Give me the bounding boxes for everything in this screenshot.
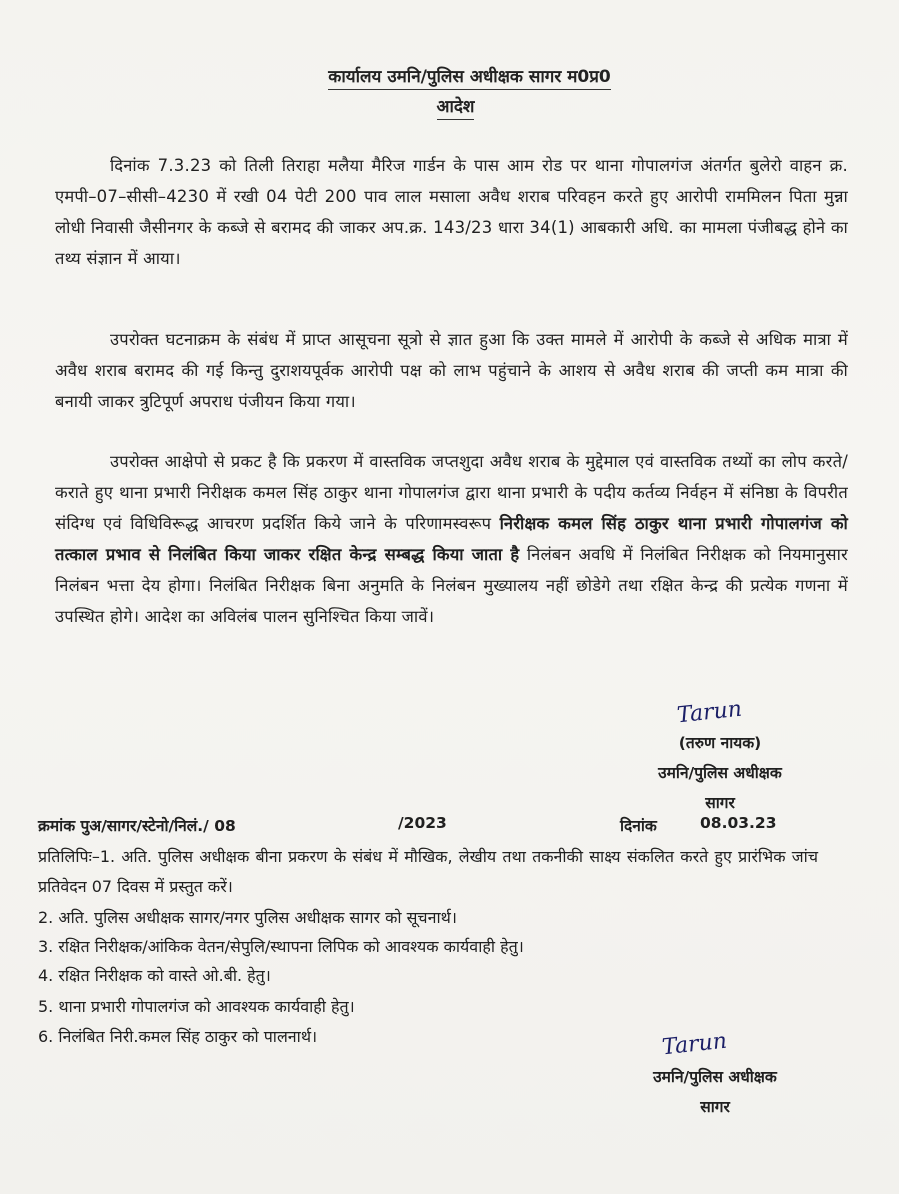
order-heading (6, 94, 899, 117)
copy-to-item-6: 6. निलंबित निरी.कमल सिंह ठाकुर को पालनार्थ। (38, 1027, 318, 1046)
signatory-place-2: सागर (700, 1098, 730, 1116)
copy-to-item-5: 5. थाना प्रभारी गोपालगंज को आवश्यक कार्यवाही हेतु। (38, 997, 355, 1016)
paragraph-suspension-order (55, 446, 848, 632)
paragraph-intelligence: उपरोक्त घटनाक्रम के संबंध में प्राप्त आसूचना सूत्रो से ज्ञात हुआ कि उक्त मामले में आरोपी के कब्जे से अधिक मात्रा में अवैध शराब बरामद की गई किन्तु दुराशयपूर्वक आरोपी पक्ष को लाभ पहुंचाने के आशय से अवैध शराब की जप्ती कम मात्रा की बनायी जाकर त्रुटिपूर्ण अपराध पंजीयन किया गया। (55, 330, 848, 411)
signatory-place: सागर (705, 794, 735, 812)
office-heading (20, 64, 899, 87)
office-heading-text: कार्यालय उमनि/पुलिस अधीक्षक सागर म0प्र0 (328, 67, 610, 90)
paragraph-suspension-text-1: उपरोक्त आक्षेपो से प्रकट है कि प्रकरण में वास्तविक जप्तशुदा अवैध शराब के मुद्देमाल एवं वास्तविक तथ्यों का लोप करते/कराते हुए थाना प्रभारी निरीक्षक कमल सिंह ठाकुर थाना गोपालगंज द्वारा थाना प्रभारी के पदीय कर्तव्य निर्वहन में संनिष्ठा के विपरीत संदिग्ध एवं विधिविरूद्ध आचरण प्रदर्शित किये जाने के परिणामस्वरूप (55, 452, 848, 533)
paragraph-suspension-text-2: निलंबन अवधि में निलंबित निरीक्षक को नियमानुसार निलंबन भत्ता देय होगा। निलंबित निरीक्षक बिना अनुमति के निलंबन मुख्यालय नहीं छोडेगे तथा रक्षित केन्द्र की प्रत्येक गणना में उपस्थित होगे। आदेश का अविलंब पालन सुनिश्चित किया जावें। (55, 545, 848, 626)
handwritten-signature: Tarun (675, 696, 744, 729)
order-heading-text: आदेश (437, 97, 475, 120)
reference-date: 08.03.23 (700, 814, 777, 832)
signatory-designation-2: उमनि/पुलिस अधीक्षक (653, 1068, 777, 1086)
copy-to-item-2: 2. अति. पुलिस अधीक्षक सागर/नगर पुलिस अधीक्षक सागर को सूचनार्थ। (38, 908, 457, 927)
copy-to-item-1: प्रतिलिपिः–1. अति. पुलिस अधीक्षक बीना प्रकरण के संबंध में मौखिक, लेखीय तथा तकनीकी साक्ष्य संकलित करते हुए प्रारंभिक जांच प्रतिवेदन 07 दिवस में प्रस्तुत करें। (38, 847, 818, 896)
paragraph-incident: दिनांक 7.3.23 को तिली तिराहा मलैया मैरिज गार्डन के पास आम रोड पर थाना गोपालगंज अंतर्गत बुलेरो वाहन क्र. एमपी–07–सीसी–4230 में रखी 04 पेटी 200 पाव लाल मसाला अवैध शराब परिवहन करते हुए आरोपी राममिलन पिता मुन्ना लोधी निवासी जैसीनगर के कब्जे से बरामद की जाकर अप.क्र. 143/23 धारा 34(1) आबकारी अधि. का मामला पंजीबद्ध होने का तथ्य संज्ञान में आया। (55, 156, 848, 268)
handwritten-signature-2: Tarun (660, 1028, 729, 1061)
reference-number: क्रमांक पुअ/सागर/स्टेनो/निलं./ 08 (38, 817, 236, 835)
signatory-name: (तरुण नायक) (678, 734, 762, 752)
signatory-designation: उमनि/पुलिस अधीक्षक (658, 764, 782, 782)
reference-date-label: दिनांक (620, 817, 657, 835)
signature-block-2 (615, 1062, 815, 1122)
suspension-order-bold-text: निरीक्षक कमल सिंह ठाकुर थाना प्रभारी गोपालगंज को तत्काल प्रभाव से निलंबित किया जाकर रक्षित केन्द्र सम्बद्ध किया जाता है (55, 514, 848, 564)
signature-block (620, 728, 820, 818)
reference-year: /2023 (398, 814, 447, 832)
copy-to-item-4: 4. रक्षित निरीक्षक को वास्ते ओ.बी. हेतु। (38, 966, 271, 985)
copy-to-item-3: 3. रक्षित निरीक्षक/आंकिक वेतन/सेपुलि/स्थापना लिपिक को आवश्यक कार्यवाही हेतु। (38, 937, 524, 956)
